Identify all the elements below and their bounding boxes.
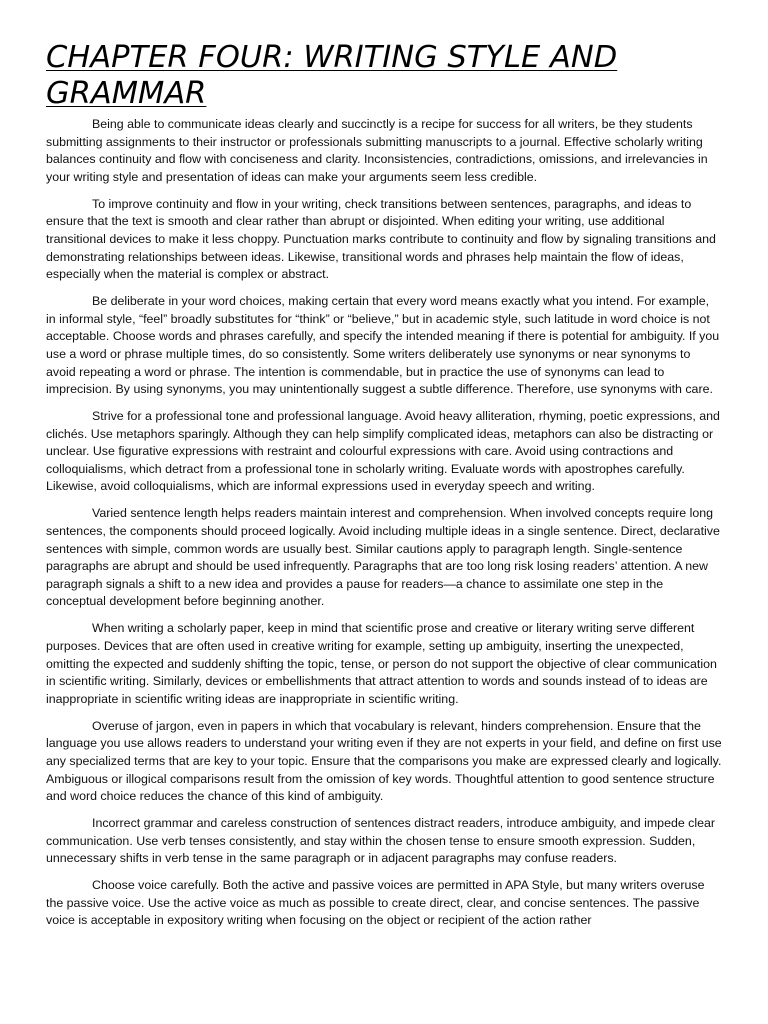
- paragraph-6: When writing a scholarly paper, keep in mind that scientific prose and creative or literary writing serve different purposes. Devices that are often used in creative writing for example, setting up ambiguity, inserting the unexpected, omitting the expected and suddenly shifting the topic, tense, or person do not support the objective of clear communication in scientific writing. Similarly, devices or embellishments that attract attention to words and sounds instead of to ideas are inappropriate in scientific writing ideas are inappropriate in scientific writing.: [46, 621, 717, 706]
- paragraph-5: Varied sentence length helps readers maintain interest and comprehension. When involved concepts require long sentences, the components should proceed logically. Avoid including multiple ideas in a single sentence. Direct, declarative sentences with simple, common words are usually best. Similar cautions apply to paragraph length. Single-sentence paragraphs are abrupt and should be used infrequently. Paragraphs that are too long risk losing readers’ attention. A new paragraph signals a shift to a new idea and provides a pause for readers—a chance to assimilate one step in the conceptual development before beginning another.: [46, 506, 720, 609]
- paragraph-2: To improve continuity and flow in your writing, check transitions between sentences, paragraphs, and ideas to ensure that the text is smooth and clear rather than abrupt or disjointed. When editing your writing, use additional transitional devices to make it less choppy. Punctuation marks contribute to continuity and flow by signaling transitions and demonstrating relationships between ideas. Likewise, transitional words and phrases help maintain the flow of ideas, especially when the material is complex or abstract.: [46, 196, 716, 282]
- paragraph-9: Choose voice carefully. Both the active and passive voices are permitted in APA Style, but many writers overuse the passive voice. Use the active voice as much as possible to create direct, clear, and concise sentences. The passive voice is acceptable in expository writing when focusing on the object or recipient of the action rather: [46, 878, 705, 928]
- document-body: [46, 116, 722, 939]
- paragraph-3: Be deliberate in your word choices, making certain that every word means exactly what you intend. For example, in informal style, “feel” broadly substitutes for “think” or “believe,” but in academic style, such latitude in word choice is not acceptable. Choose words and phrases carefully, and specify the intended meaning if there is potential for ambiguity. If you use a word or phrase multiple times, do so consistently. Some writers deliberately use synonyms or near synonyms to avoid repeating a word or phrase. The intention is commendable, but in practice the use of synonyms can lead to imprecision. By using synonyms, you may unintentionally suggest a subtle difference. Therefore, use synonyms with care.: [46, 294, 720, 397]
- paragraph-8: Incorrect grammar and careless construction of sentences distract readers, introduce ambiguity, and impede clear communication. Use verb tenses consistently, and stay within the chosen tense to ensure smooth expression. Sudden, unnecessary shifts in verb tense in the same paragraph or in adjacent paragraphs may confuse readers.: [46, 816, 716, 866]
- paragraph-7: Overuse of jargon, even in papers in which that vocabulary is relevant, hinders comprehension. Ensure that the language you use allows readers to understand your writing even if they are not experts in your field, and define on first use any specialized terms that are key to your topic. Ensure that the comparisons you make are expressed clearly and logically. Ambiguous or illogical comparisons result from the omission of key words. Thoughtful attention to good sentence structure and word choice reduces the chance of this kind of ambiguity.: [46, 718, 722, 804]
- chapter-title: CHAPTER FOUR: WRITING STYLE AND GRAMMAR: [46, 40, 618, 111]
- paragraph-4: Strive for a professional tone and professional language. Avoid heavy alliteration, rhyming, poetic expressions, and clichés. Use metaphors sparingly. Although they can help simplify complicated ideas, metaphors can also be distracting or unclear. Use figurative expressions with restraint and colourful expressions with care. Avoid using contractions and colloquialisms, which detract from a professional tone in scholarly writing. Evaluate words with apostrophes carefully. Likewise, avoid colloquialisms, which are informal expressions used in everyday speech and writing.: [46, 409, 720, 494]
- paragraph-1: Being able to communicate ideas clearly and succinctly is a recipe for success for all writers, be they students submitting assignments to their instructor or professionals submitting manuscripts to a journal. Effective scholarly writing balances continuity and flow with conciseness and clarity. Inconsistencies, contradictions, omissions, and irrelevancies in your writing style and presentation of ideas can make your arguments seem less credible.: [46, 117, 708, 184]
